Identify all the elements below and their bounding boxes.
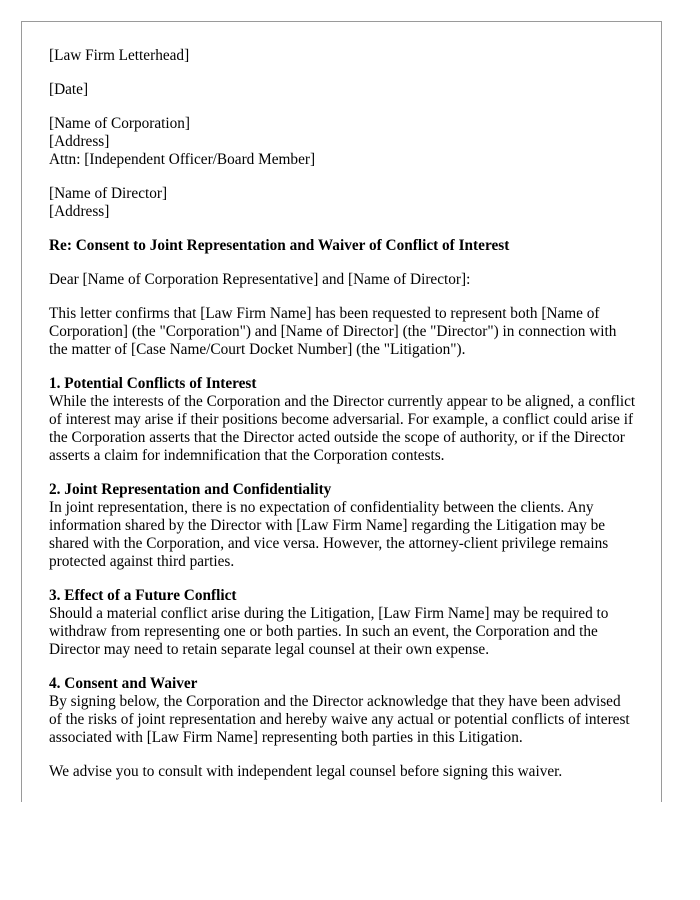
section-heading: 1. Potential Conflicts of Interest (49, 375, 257, 392)
section-body: Should a material conflict arise during the Litigation, [Law Firm Name] may be required to withdraw from representing one or both parties. In such an event, the Corporation and the Director may need to retain separate legal counsel at their own expense. (49, 605, 609, 658)
section-heading: 4. Consent and Waiver (49, 675, 198, 692)
section-heading: 2. Joint Representation and Confidentiality (49, 481, 332, 498)
letter-content (49, 47, 637, 781)
director-address: [Address] (49, 203, 110, 220)
section-body: While the interests of the Corporation and the Director currently appear to be aligned, a conflict of interest may arise if their positions become adversarial. For example, a conflict could arise if the Corporation asserts that the Director acted outside the scope of authority, or if the Director asserts a claim for indemnification that the Corporation contests. (49, 393, 636, 464)
letter-date: [Date] (49, 81, 89, 98)
corporation-attn: Attn: [Independent Officer/Board Member] (49, 151, 316, 168)
director-name: [Name of Director] (49, 185, 168, 202)
section-3 (49, 587, 637, 659)
section-1 (49, 375, 637, 465)
subject-line: Re: Consent to Joint Representation and Waiver of Conflict of Interest (49, 237, 510, 254)
letterhead: [Law Firm Letterhead] (49, 47, 190, 64)
section-heading: 3. Effect of a Future Conflict (49, 587, 237, 604)
salutation: Dear [Name of Corporation Representative] and [Name of Director]: (49, 271, 471, 288)
section-body: By signing below, the Corporation and the Director acknowledge that they have been advised of the risks of joint representation and hereby waive any actual or potential conflicts of interest associated with [Law Firm Name] representing both parties in this Litigation. (49, 693, 630, 746)
letter-page (21, 21, 662, 802)
corporation-address-block (49, 115, 637, 169)
section-4 (49, 675, 637, 747)
corporation-address: [Address] (49, 133, 110, 150)
corporation-name: [Name of Corporation] (49, 115, 191, 132)
closing-advice: We advise you to consult with independent legal counsel before signing this waiver. (49, 763, 563, 780)
intro-paragraph: This letter confirms that [Law Firm Name] has been requested to represent both [Name of Corporation] (the "Corporation") and [Name of Director] (the "Director") in connection with the matter of [Case Name/Court Docket Number] (the "Litigation"). (49, 305, 617, 358)
director-address-block (49, 185, 637, 221)
section-2 (49, 481, 637, 571)
section-body: In joint representation, there is no expectation of confidentiality between the clients. Any information shared by the Director with [Law Firm Name] regarding the Litigation may be shared with the Corporation, and vice versa. However, the attorney-client privilege remains protected against third parties. (49, 499, 609, 570)
